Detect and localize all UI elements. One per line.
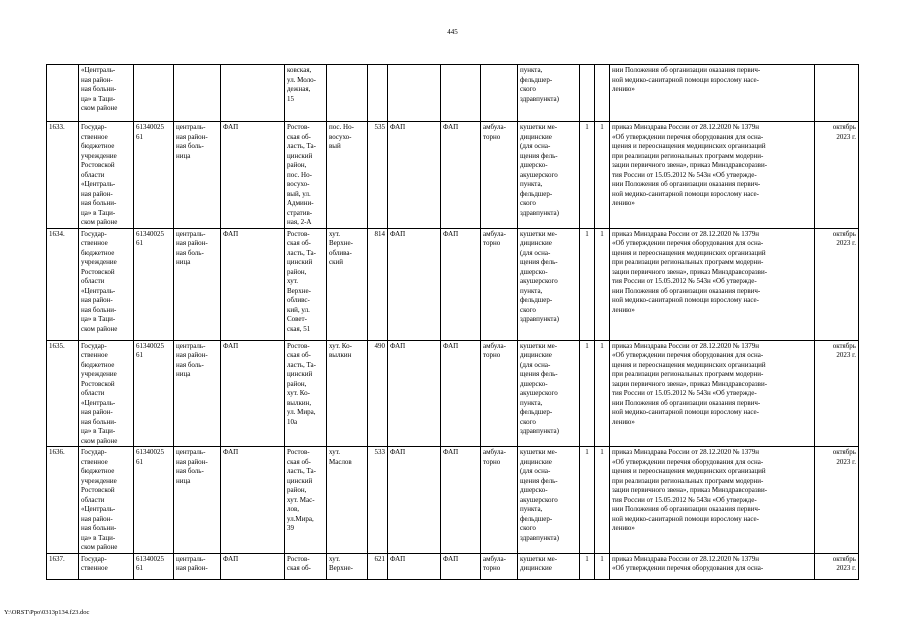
- org-code-cell: 61340025 61: [134, 228, 174, 340]
- quantity-total-cell: 1: [595, 447, 610, 554]
- quantity-total-cell: [595, 65, 610, 122]
- facility-type-cell: централь- ная район- ная боль- ница: [174, 228, 221, 340]
- org-code-cell: 61340025 61: [134, 122, 174, 229]
- settlement-cell: хут. Маслов: [327, 447, 368, 554]
- table-row: [47, 65, 859, 122]
- population-cell: [368, 65, 388, 122]
- organization-cell: «Централь- ная район- ная больни- ца» в Таци- ском районе: [79, 65, 134, 122]
- file-path-footer: Y:\ORST\Ppo\0313p134.f23.doc: [4, 609, 90, 616]
- settlement-cell: пос. Но- восухо- вый: [327, 122, 368, 229]
- equipment-cell: кушетки ме- дицинские (для осна- щения фель- дшерско- акушерского пункта, фельдшер- ского здравпункта): [518, 228, 580, 340]
- org-code-cell: 61340025 61: [134, 340, 174, 447]
- row-number-cell: [47, 65, 79, 122]
- deadline-cell: октябрь 2023 г.: [815, 122, 859, 229]
- address-cell: Ростов- ская об-: [285, 553, 327, 579]
- deadline-cell: [815, 65, 859, 122]
- table-row: [47, 122, 859, 229]
- care-form-cell: амбула- торно: [481, 228, 518, 340]
- table-body: [47, 65, 859, 580]
- population-cell: 621: [368, 553, 388, 579]
- deadline-cell: октябрь 2023 г.: [815, 553, 859, 579]
- care-form-cell: амбула- торно: [481, 553, 518, 579]
- legal-basis-cell: приказ Минздрава России от 28.12.2020 № 1379н «Об утверждении перечня оборудования для осна-: [610, 553, 815, 579]
- unit-type-cell: ФАП: [221, 447, 285, 554]
- organization-cell: Государ- ственное: [79, 553, 134, 579]
- row-number-cell: 1633.: [47, 122, 79, 229]
- organization-cell: Государ- ственное бюджетное учреждение Ростовской области «Централь- ная район- ная больни- ца» в Таци- ском районе: [79, 340, 134, 447]
- object-cell: ФАП: [388, 553, 441, 579]
- deadline-cell: октябрь 2023 г.: [815, 340, 859, 447]
- equipment-cell: пункта, фельдшер- ского здравпункта): [518, 65, 580, 122]
- address-cell: Ростов- ская об- ласть, Та- цинский район, хут. Ко- вылкин, ул. Мира, 10а: [285, 340, 327, 447]
- object-kind-cell: ФАП: [441, 447, 481, 554]
- legal-basis-cell: приказ Минздрава России от 28.12.2020 № 1379н «Об утверждении перечня оборудования для осна- щения и переоснащения медицинских организаций при реализации региональных программ модерни- зации первичного звена», приказ Минздравсоразви- тия России от 15.05.2012 № 543н «Об утвержде- нии Положения об организации оказания первич- ной медико-санитарной помощи взрослому насе- лению»: [610, 122, 815, 229]
- object-kind-cell: ФАП: [441, 122, 481, 229]
- population-cell: 533: [368, 447, 388, 554]
- address-cell: Ростов- ская об- ласть, Та- цинский район, хут. Верхне- обливс- кий, ул. Совет- ская, 51: [285, 228, 327, 340]
- address-cell: Ростов- ская об- ласть, Та- цинский район, пос. Но- восухо- вый, ул. Админи- стратив- ная, 2-А: [285, 122, 327, 229]
- row-number-cell: 1637.: [47, 553, 79, 579]
- object-cell: [388, 65, 441, 122]
- row-number-cell: 1636.: [47, 447, 79, 554]
- facility-type-cell: централь- ная район-: [174, 553, 221, 579]
- organization-cell: Государ- ственное бюджетное учреждение Ростовской области «Централь- ная район- ная больни- ца» в Таци- ском районе: [79, 122, 134, 229]
- table-row: [47, 553, 859, 579]
- table-row: [47, 340, 859, 447]
- settlement-cell: хут. Ко- вылкин: [327, 340, 368, 447]
- unit-type-cell: ФАП: [221, 122, 285, 229]
- row-number-cell: 1635.: [47, 340, 79, 447]
- facility-type-cell: централь- ная район- ная боль- ница: [174, 340, 221, 447]
- quantity-cell: 1: [580, 553, 595, 579]
- page-number: 445: [447, 28, 458, 36]
- object-cell: ФАП: [388, 340, 441, 447]
- care-form-cell: [481, 65, 518, 122]
- object-cell: ФАП: [388, 122, 441, 229]
- care-form-cell: амбула- торно: [481, 447, 518, 554]
- unit-type-cell: ФАП: [221, 553, 285, 579]
- quantity-cell: 1: [580, 447, 595, 554]
- quantity-total-cell: 1: [595, 340, 610, 447]
- quantity-total-cell: 1: [595, 553, 610, 579]
- org-code-cell: 61340025 61: [134, 553, 174, 579]
- object-kind-cell: ФАП: [441, 228, 481, 340]
- population-cell: 490: [368, 340, 388, 447]
- equipment-cell: кушетки ме- дицинские (для осна- щения фель- дшерско- акушерского пункта, фельдшер- ского здравпункта): [518, 122, 580, 229]
- legal-basis-cell: приказ Минздрава России от 28.12.2020 № 1379н «Об утверждении перечня оборудования для осна- щения и переоснащения медицинских организаций при реализации региональных программ модерни- зации первичного звена», приказ Минздравсоразви- тия России от 15.05.2012 № 543н «Об утвержде- нии Положения об организации оказания первич- ной медико-санитарной помощи взрослому насе- лению»: [610, 447, 815, 554]
- table-row: [47, 228, 859, 340]
- quantity-cell: [580, 65, 595, 122]
- object-cell: ФАП: [388, 447, 441, 554]
- facility-type-cell: централь- ная район- ная боль- ница: [174, 447, 221, 554]
- population-cell: 814: [368, 228, 388, 340]
- object-kind-cell: ФАП: [441, 553, 481, 579]
- population-cell: 535: [368, 122, 388, 229]
- deadline-cell: октябрь 2023 г.: [815, 447, 859, 554]
- settlement-cell: хут. Верхне-: [327, 553, 368, 579]
- legal-basis-cell: приказ Минздрава России от 28.12.2020 № 1379н «Об утверждении перечня оборудования для осна- щения и переоснащения медицинских организаций при реализации региональных программ модерни- зации первичного звена», приказ Минздравсоразви- тия России от 15.05.2012 № 543н «Об утвержде- нии Положения об организации оказания первич- ной медико-санитарной помощи взрослому насе- лению»: [610, 228, 815, 340]
- unit-type-cell: ФАП: [221, 340, 285, 447]
- facility-type-cell: централь- ная район- ная боль- ница: [174, 122, 221, 229]
- address-cell: ковская, ул. Моло- дежная, 15: [285, 65, 327, 122]
- equipment-cell: кушетки ме- дицинские: [518, 553, 580, 579]
- organization-cell: Государ- ственное бюджетное учреждение Ростовской области «Централь- ная район- ная больни- ца» в Таци- ском районе: [79, 447, 134, 554]
- organization-cell: Государ- ственное бюджетное учреждение Ростовской области «Централь- ная район- ная больни- ца» в Таци- ском районе: [79, 228, 134, 340]
- quantity-cell: 1: [580, 122, 595, 229]
- equipment-cell: кушетки ме- дицинские (для осна- щения фель- дшерско- акушерского пункта, фельдшер- ского здравпункта): [518, 340, 580, 447]
- legal-basis-cell: нии Положения об организации оказания первич- ной медико-санитарной помощи взрослому насе- лению»: [610, 65, 815, 122]
- object-cell: ФАП: [388, 228, 441, 340]
- unit-type-cell: [221, 65, 285, 122]
- equipment-cell: кушетки ме- дицинские (для осна- щения фель- дшерско- акушерского пункта, фельдшер- ского здравпункта): [518, 447, 580, 554]
- org-code-cell: 61340025 61: [134, 447, 174, 554]
- address-cell: Ростов- ская об- ласть, Та- цинский район, хут. Мас- лов, ул.Мира, 39: [285, 447, 327, 554]
- quantity-cell: 1: [580, 340, 595, 447]
- unit-type-cell: ФАП: [221, 228, 285, 340]
- org-code-cell: [134, 65, 174, 122]
- row-number-cell: 1634.: [47, 228, 79, 340]
- equipment-table: [46, 64, 859, 580]
- legal-basis-cell: приказ Минздрава России от 28.12.2020 № 1379н «Об утверждении перечня оборудования для осна- щения и переоснащения медицинских организаций при реализации региональных программ модерни- зации первичного звена», приказ Минздравсоразви- тия России от 15.05.2012 № 543н «Об утвержде- нии Положения об организации оказания первич- ной медико-санитарной помощи взрослому насе- лению»: [610, 340, 815, 447]
- object-kind-cell: [441, 65, 481, 122]
- facility-type-cell: [174, 65, 221, 122]
- quantity-total-cell: 1: [595, 228, 610, 340]
- quantity-total-cell: 1: [595, 122, 610, 229]
- object-kind-cell: ФАП: [441, 340, 481, 447]
- deadline-cell: октябрь 2023 г.: [815, 228, 859, 340]
- table-row: [47, 447, 859, 554]
- settlement-cell: хут. Верхне- облива- ский: [327, 228, 368, 340]
- quantity-cell: 1: [580, 228, 595, 340]
- settlement-cell: [327, 65, 368, 122]
- care-form-cell: амбула- торно: [481, 340, 518, 447]
- care-form-cell: амбула- торно: [481, 122, 518, 229]
